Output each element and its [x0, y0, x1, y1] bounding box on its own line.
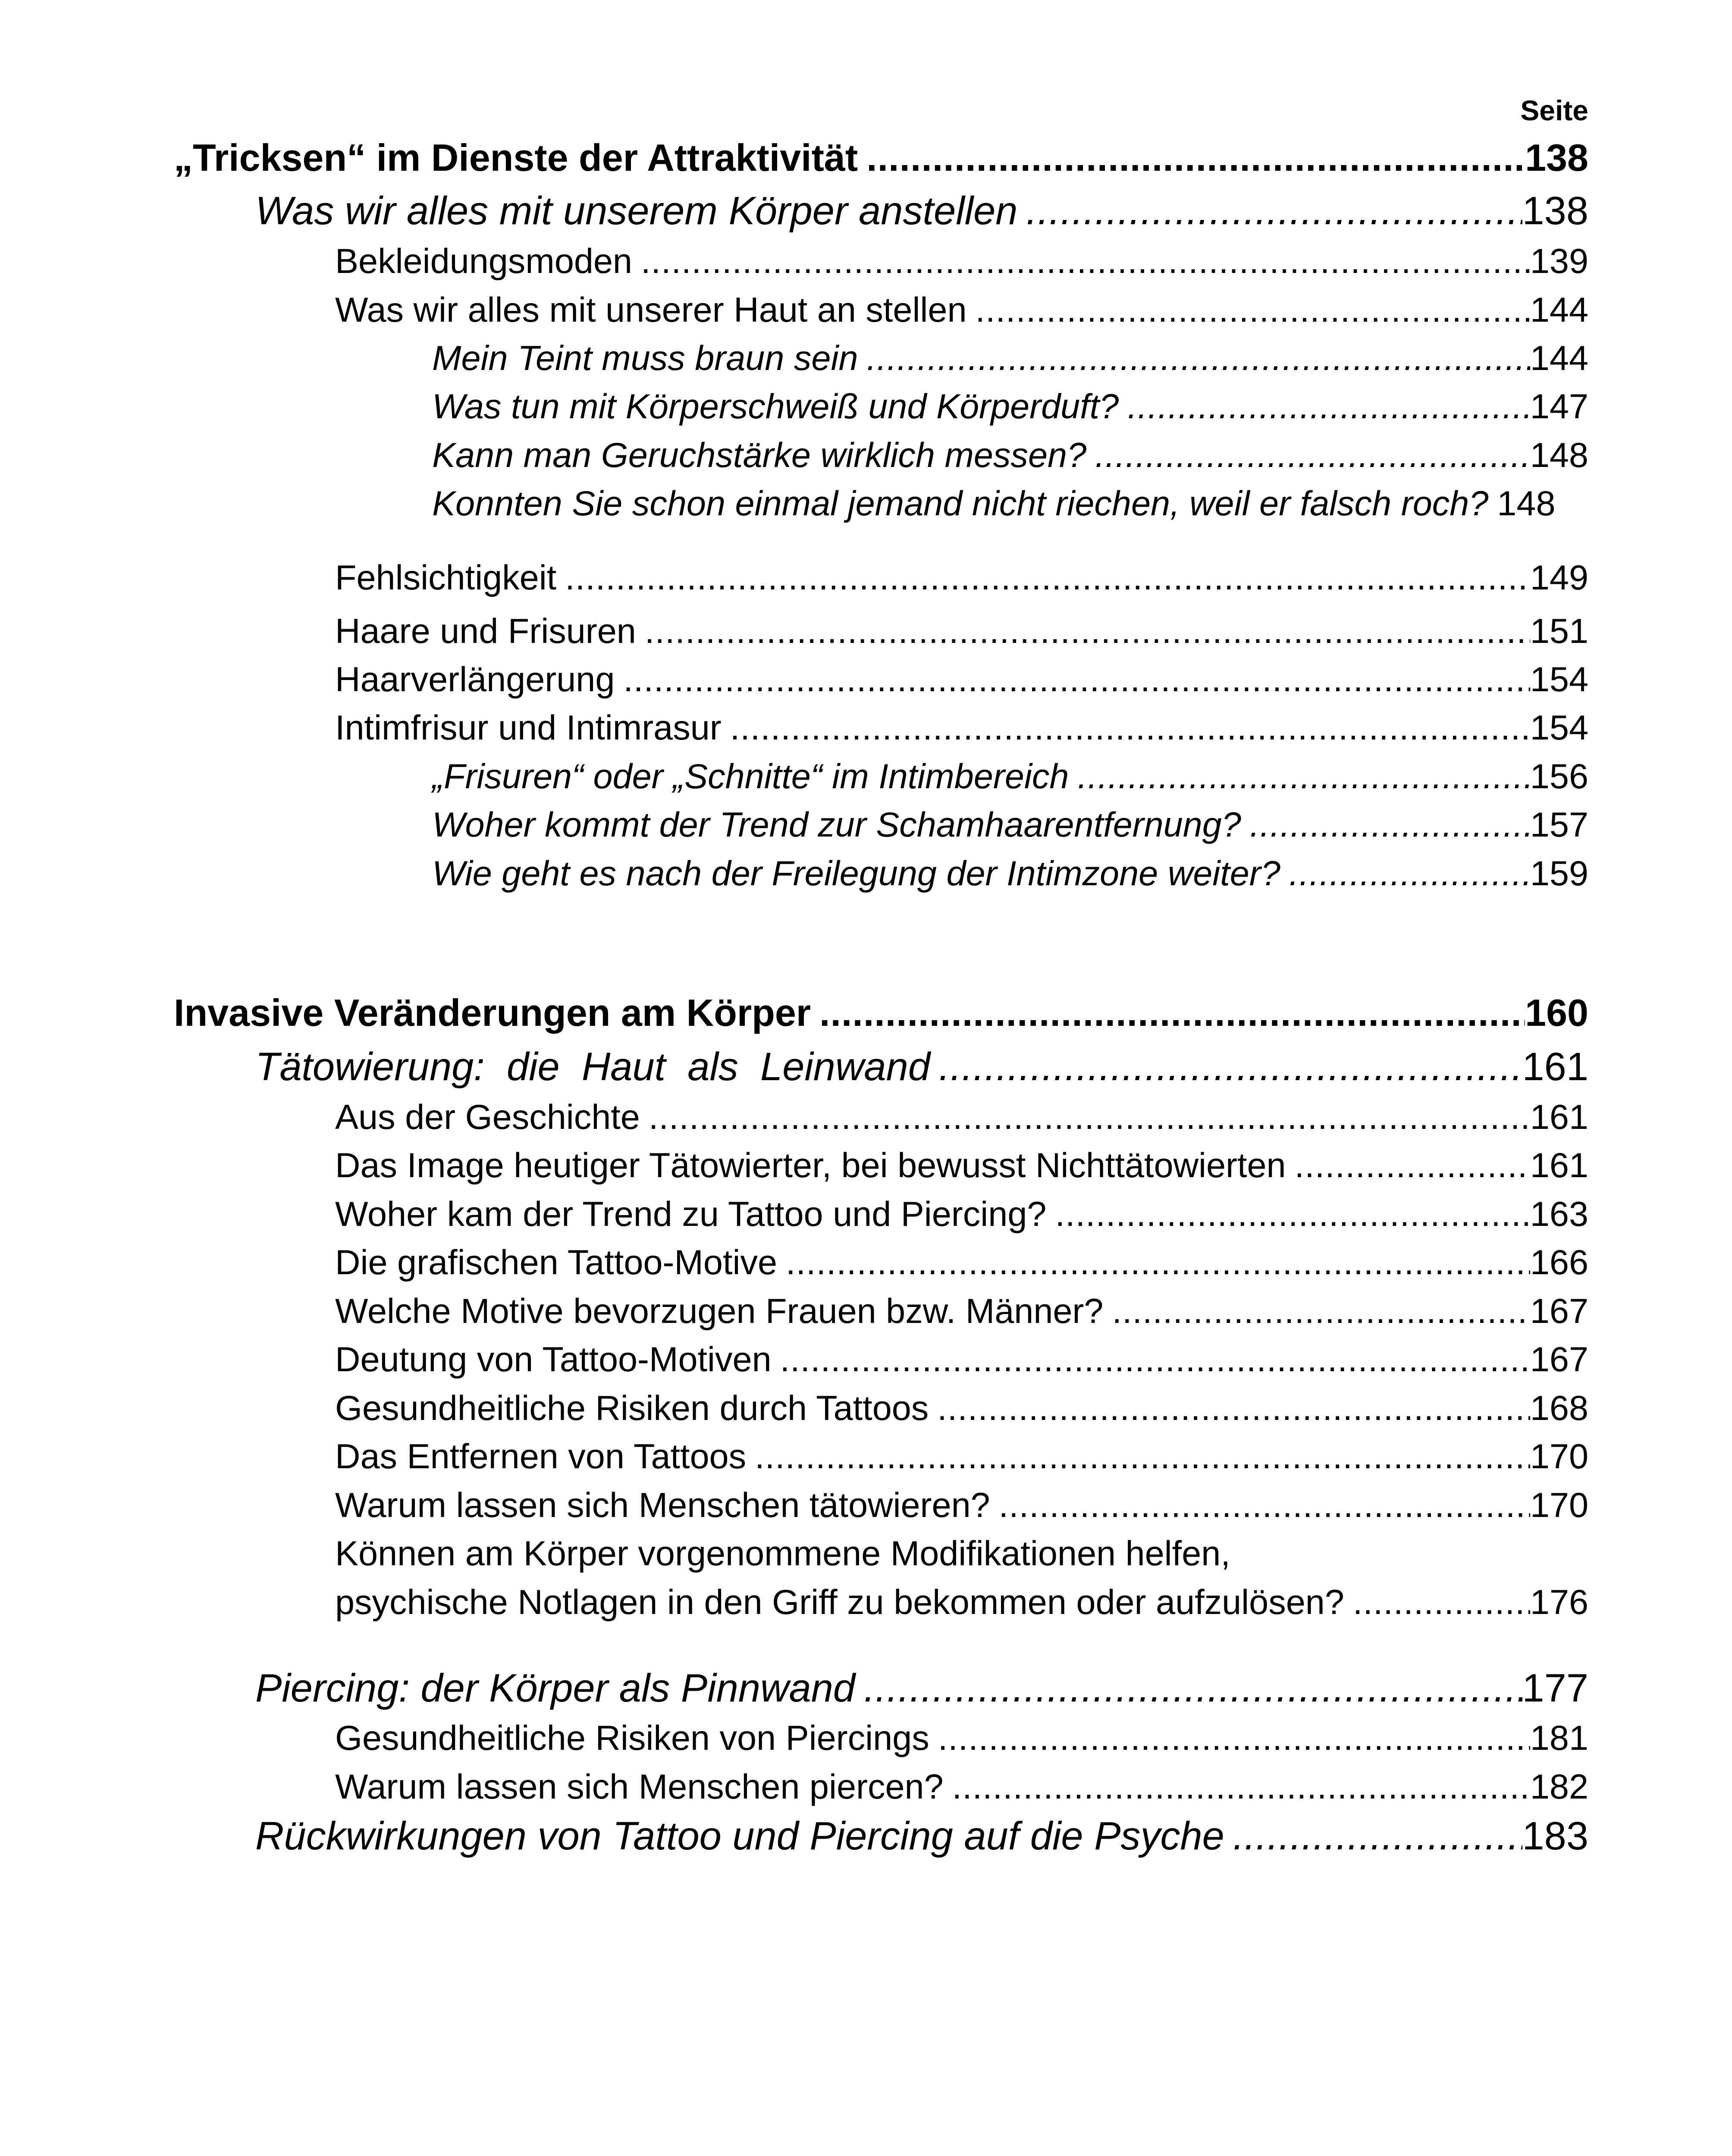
page-column-header: Seite — [1520, 94, 1588, 126]
toc-entry-level3 — [335, 1144, 1588, 1187]
leader-dots — [1077, 755, 1530, 798]
toc-page-number: 183 — [1522, 1814, 1588, 1858]
leader-dots — [976, 288, 1530, 332]
toc-page-number: 170 — [1530, 1486, 1588, 1525]
toc-page-number: 160 — [1525, 991, 1588, 1034]
toc-entry-title: Invasive Veränderungen am Körper — [174, 991, 811, 1034]
toc-entry-level1 — [174, 990, 1588, 1036]
toc-entry-title: Warum lassen sich Menschen tätowieren? — [335, 1486, 990, 1525]
toc-entry-level3 — [335, 1435, 1588, 1478]
leader-dots — [999, 1484, 1530, 1527]
toc-entry-title: Haarverlängerung — [335, 660, 615, 699]
toc-entry-title: Fehlsichtigkeit — [335, 558, 557, 597]
toc-entry-level4 — [432, 434, 1588, 477]
toc-entry-level3 — [335, 706, 1588, 749]
toc-entry-level3 — [335, 1387, 1588, 1430]
toc-page-number: 154 — [1530, 660, 1588, 699]
toc-entry-level4 — [432, 385, 1588, 428]
toc-page-number: 167 — [1530, 1292, 1588, 1331]
leader-dots — [1353, 1581, 1530, 1624]
toc-entry-title: Was wir alles mit unserem Körper anstellen — [255, 189, 1018, 233]
leader-dots — [623, 658, 1530, 701]
toc-entry-level4 — [432, 852, 1588, 895]
toc-page-number: 182 — [1530, 1767, 1588, 1806]
leader-dots — [755, 1435, 1530, 1478]
toc-entry-level2 — [255, 1043, 1588, 1091]
toc-page-number: 161 — [1530, 1146, 1588, 1185]
toc-page-number: 176 — [1530, 1583, 1588, 1622]
toc-page-number: 138 — [1525, 136, 1588, 179]
leader-dots — [1026, 187, 1522, 235]
leader-dots — [649, 1096, 1530, 1139]
toc-page-number: 177 — [1522, 1666, 1588, 1710]
toc-entry-title: Tätowierung: die Haut als Leinwand — [255, 1045, 930, 1089]
toc-entry-level4 — [432, 803, 1588, 846]
toc-page-number: 148 — [1530, 436, 1588, 475]
toc-page-number: 181 — [1530, 1719, 1588, 1758]
leader-dots — [1295, 1144, 1530, 1187]
toc-page-number: 156 — [1530, 757, 1588, 796]
toc-entry-level2 — [255, 187, 1588, 235]
toc-page-number: 157 — [1530, 805, 1588, 844]
toc-page-number: 139 — [1530, 242, 1588, 281]
leader-dots — [780, 1338, 1530, 1381]
toc-entry-level4 — [432, 482, 1588, 525]
toc-entry-level3 — [335, 610, 1588, 653]
toc-page-number: 168 — [1530, 1389, 1588, 1428]
leader-dots — [866, 135, 1525, 181]
toc-entry-title: Was wir alles mit unserer Haut an stellen — [335, 291, 967, 329]
toc-entry-title: Haare und Frisuren — [335, 612, 636, 651]
leader-dots — [1233, 1812, 1522, 1860]
leader-dots — [937, 1387, 1530, 1430]
toc-entry-title: psychische Notlagen in den Griff zu bekommen oder aufzulösen? — [335, 1583, 1344, 1622]
toc-entry-title: Woher kam der Trend zu Tattoo und Piercing? — [335, 1195, 1047, 1234]
toc-page-number: 167 — [1530, 1340, 1588, 1379]
toc-entry-title: Konnten Sie schon einmal jemand nicht riechen, weil er falsch roch? — [432, 484, 1489, 523]
leader-dots — [819, 990, 1525, 1036]
toc-entry-level4 — [432, 755, 1588, 798]
toc-page-number: 161 — [1522, 1045, 1588, 1089]
toc-entry-title: Was tun mit Körperschweiß und Körperduft? — [432, 387, 1119, 426]
toc-entry-title: Das Entfernen von Tattoos — [335, 1437, 747, 1476]
toc-entry-level3 — [335, 1765, 1588, 1808]
toc-entry-level3 — [335, 1193, 1588, 1236]
toc-page-number: 161 — [1530, 1098, 1588, 1137]
toc-entry-title: Kann man Geruchstärke wirklich messen? — [432, 436, 1087, 475]
toc-page-number: 138 — [1522, 189, 1588, 233]
toc-entry-level3 — [335, 658, 1588, 701]
leader-dots — [1095, 434, 1530, 477]
toc-page-number: 151 — [1530, 612, 1588, 651]
toc-entry-title: Woher kommt der Trend zur Schamhaarentfernung? — [432, 805, 1241, 844]
leader-dots — [645, 610, 1530, 653]
leader-dots — [1289, 852, 1530, 895]
toc-entry-title: Können am Körper vorgenommene Modifikationen helfen, — [335, 1534, 1230, 1573]
toc-entry-level3 — [335, 1290, 1588, 1333]
toc-entry-title: Intimfrisur und Intimrasur — [335, 708, 722, 747]
leader-dots — [864, 1664, 1522, 1712]
toc-entry-title: Deutung von Tattoo-Motiven — [335, 1340, 772, 1379]
toc-page-number: 144 — [1530, 291, 1588, 329]
leader-dots — [939, 1043, 1522, 1091]
toc-entry-title: Das Image heutiger Tätowierter, bei bewusst Nichttätowierten — [335, 1146, 1286, 1185]
toc-entry-level3 — [335, 1717, 1588, 1760]
leader-dots — [952, 1765, 1530, 1808]
toc-page-number: 154 — [1530, 708, 1588, 747]
toc-entry-level3 — [335, 1532, 1588, 1575]
toc-page-number: 159 — [1530, 854, 1588, 893]
leader-dots — [1112, 1290, 1530, 1333]
toc-entry-title: Wie geht es nach der Freilegung der Intimzone weiter? — [432, 854, 1280, 893]
toc-entry-level3 — [335, 1096, 1588, 1139]
leader-dots — [1127, 385, 1530, 428]
toc-entry-level2 — [255, 1664, 1588, 1712]
leader-dots — [1250, 803, 1530, 846]
leader-dots — [1055, 1193, 1530, 1236]
leader-dots — [938, 1717, 1530, 1760]
leader-dots — [786, 1241, 1530, 1284]
toc-entry-level3 — [335, 556, 1588, 599]
toc-entry-title: Gesundheitliche Risiken von Piercings — [335, 1719, 929, 1758]
toc-page-number: 163 — [1530, 1195, 1588, 1234]
toc-entry-title: Warum lassen sich Menschen piercen? — [335, 1767, 944, 1806]
toc-page-number: 144 — [1530, 339, 1588, 378]
leader-dots — [867, 337, 1530, 380]
toc-entry-level3 — [335, 1241, 1588, 1284]
toc-entry-title: Bekleidungsmoden — [335, 242, 632, 281]
toc-page-number: 148 — [1497, 484, 1556, 523]
toc-entry-level2 — [255, 1812, 1588, 1860]
toc-page-number: 149 — [1530, 558, 1588, 597]
toc-entry-level3 — [335, 288, 1588, 332]
toc-entry-title: Mein Teint muss braun sein — [432, 339, 858, 378]
toc-page-number: 170 — [1530, 1437, 1588, 1476]
toc-entry-title: „Frisuren“ oder „Schnitte“ im Intimbereich — [432, 757, 1069, 796]
leader-dots — [730, 706, 1530, 749]
toc-entry-title: Gesundheitliche Risiken durch Tattoos — [335, 1389, 929, 1428]
toc-entry-title: Welche Motive bevorzugen Frauen bzw. Männer? — [335, 1292, 1104, 1331]
toc-entry-level3 — [335, 1484, 1588, 1527]
toc-entry-level3 — [335, 240, 1588, 283]
toc-entry-title: Rückwirkungen von Tattoo und Piercing auf die Psyche — [255, 1814, 1224, 1858]
leader-dots — [641, 240, 1530, 283]
toc-entry-level1 — [174, 135, 1588, 181]
toc-entry-level4 — [432, 337, 1588, 380]
toc-entry-title: Piercing: der Körper als Pinnwand — [255, 1666, 855, 1710]
toc-page-number: 166 — [1530, 1243, 1588, 1282]
toc-entry-level3 — [335, 1338, 1588, 1381]
toc-page-number: 147 — [1530, 387, 1588, 426]
toc-entry-title: Die grafischen Tattoo-Motive — [335, 1243, 777, 1282]
toc-entry-title: „Tricksen“ im Dienste der Attraktivität — [174, 136, 858, 179]
leader-dots — [565, 556, 1530, 599]
toc-entry-title: Aus der Geschichte — [335, 1098, 640, 1137]
toc-entry-level3 — [335, 1581, 1588, 1624]
